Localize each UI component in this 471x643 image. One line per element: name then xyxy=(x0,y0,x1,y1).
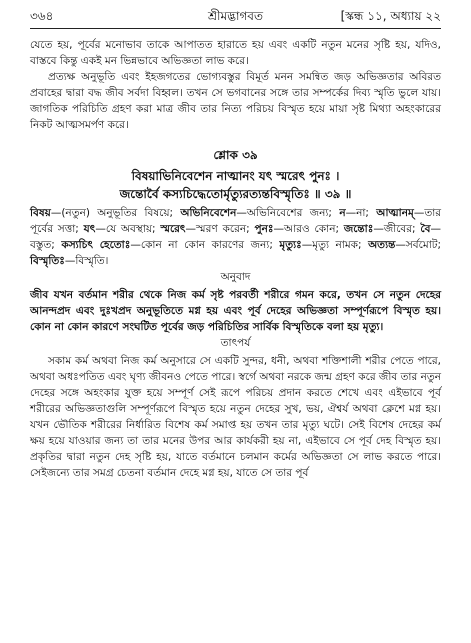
synonym-meaning: —আরও কোন; xyxy=(273,223,344,235)
purport-text: সকাম কর্ম অথবা নিজ কর্ম অনুসারে সে একটি সুন্দর, ধনী, অথবা শক্তিশালী শরীর পেতে পারে, অথবা অধঃপতিত এবং ঘৃণ্য জীবনও পেতে পারে। স্বর্গে অথবা নরকে জন্ম গ্রহণ করে জীব তার নতুন দেহের সঙ্গে অহংকার যুক্ত হয়ে সম্পূর্ণ সেই রূপে পরিচয় প্রদান করতে শেখে এবং এইভাবে পূর্ব শরীরের অভিজ্ঞতাগুলি সম্পূর্ণরূপে বিস্মৃত হয়ে নতুন দেহের সুখ, ভয়, ঐশ্বর্য অথবা ক্লেশে মগ্ন হয়। যখন ভৌতিক শরীরের নির্ধারিত বিশেষ কর্ম সমাপ্ত হয় তখন তার মৃত্যু ঘটে। সেই বিশেষ দেহের কর্ম ক্ষয় হয়ে যাওয়ার জন্য তা তার মনের উপর আর কার্যকরী হয় না, এইভাবে সে পূর্ব দেহ বিস্মৃত হয়। প্রকৃতির দ্বারা নতুন দেহ সৃষ্টি হয়, যাতে বর্তমানে চলমান কর্মের অভিজ্ঞতা সে লাভ করতে পারে। সেইজন্যে তার সমগ্র চেতনা বর্তমান দেহে মগ্ন হয়, যাতে সে তার পূর্ব xyxy=(30,355,441,479)
synonym-meaning: —(নতুন) অনুভূতির বিষয়ে; xyxy=(50,207,181,219)
synonym-word: স্মরেৎ xyxy=(160,223,186,235)
synonym-word: কস্যচিৎ হেতোঃ xyxy=(61,239,131,251)
synonym-word: যৎ xyxy=(83,223,96,235)
translation-heading: অনুবাদ xyxy=(220,271,251,283)
synonym-meaning: —স্মরণ করেন; xyxy=(185,223,255,235)
synonyms-block xyxy=(30,205,441,269)
purport-heading: তাৎপর্য xyxy=(220,337,251,349)
synonym-meaning: —মৃত্যু নামক; xyxy=(301,239,369,251)
synonym-word: ন xyxy=(339,207,346,219)
paragraph-continued: যেতে হয়, পূর্বের মনোভাব তাকে আপাতত হারাতে হয় এবং একটি নতুন মনের সৃষ্টি হয়, যদিও, বাস্তবে কিন্তু একই মন ভিন্নভাবে অভিজ্ঞতা লাভ করে। xyxy=(30,39,441,67)
synonym-meaning: —সর্বমোট; xyxy=(395,239,441,251)
book-title: শ্রীমদ্ভাগবত xyxy=(207,9,263,23)
synonym-meaning: —তার পূর্বের সত্তা; xyxy=(30,207,442,235)
synonym-word: পুনঃ xyxy=(254,223,274,235)
synonym-meaning: —কোন না কোন কারণের জন্য; xyxy=(130,239,280,251)
synonym-meaning: —যে অবস্থায়; xyxy=(95,223,161,235)
verse-line-1: বিষয়াভিনিবেশেন নাত্মানং যৎ স্মরেৎ পুনঃ । xyxy=(131,169,340,183)
synonym-word: অভিনিবেশেন xyxy=(180,207,237,219)
verse-number-heading: শ্লোক ৩৯ xyxy=(213,148,258,162)
synonym-meaning: —না; xyxy=(345,207,377,219)
synonym-word: বিস্মৃতিঃ xyxy=(30,255,65,267)
verse-line-2: জন্তোর্বৈ কস্যচিদ্ধেতোর্মৃত্যুরত্যন্তবিস্মৃতিঃ ॥ ৩৯ ॥ xyxy=(119,187,352,201)
synonym-meaning: —বিস্মৃতি। xyxy=(64,255,109,267)
page-number: ৩৬৪ xyxy=(30,9,54,23)
synonym-meaning: —জীবের; xyxy=(373,223,421,235)
synonym-word: আত্মানম্ xyxy=(376,207,414,219)
synonym-word: বৈ xyxy=(420,223,431,235)
page-header xyxy=(30,6,441,24)
synonym-word: বিষয় xyxy=(30,207,51,219)
paragraph: প্রত্যক্ষ অনুভূতি এবং ইহজগতের ভোগ্যবস্তুর বিমূর্ত মনন সমন্বিত জড় অভিজ্ঞতার অবিরত প্রবাহের দ্বারা বদ্ধ জীব সর্বদা বিহ্বল। তখন সে ভগবানের সঙ্গে তার সম্পর্কের দিব্য স্মৃতি ভুলে যায়। জাগতিক পরিচিতি গ্রহণ করা মাত্র জীব তার নিত্য পরিচয় বিস্মৃত হয়ে মায়া সৃষ্ট মিথ্যা অহংকারের নিকট আত্মসমর্পণ করে। xyxy=(30,71,441,131)
synonym-word: জন্তোঃ xyxy=(343,223,374,235)
synonym-word: অত্যন্ত xyxy=(368,239,396,251)
header-divider xyxy=(30,28,441,29)
synonym-meaning: —অভিনিবেশের জন্য; xyxy=(236,207,340,219)
synonym-meaning: —বস্তুত; xyxy=(30,223,441,251)
translation-text: জীব যখন বর্তমান শরীর থেকে নিজ কর্ম সৃষ্ট পরবর্তী শরীরে গমন করে, তখন সে নতুন দেহের আনন্দপ্রদ এবং দুঃখপ্রদ অনুভূতিতে মগ্ন হয় এবং পূর্ব দেহের অভিজ্ঞতা সম্পূর্ণরূপে বিস্মৃত হয়। কোন না কোন কারণে সংঘটিত পূর্বের জড় পরিচিতির সার্বিক বিস্মৃতিকে বলা হয় মৃত্যু। xyxy=(30,289,441,333)
synonym-word: মৃত্যুঃ xyxy=(279,239,302,251)
canto-reference: [স্কন্ধ ১১, অধ্যায় ২২ xyxy=(340,9,441,23)
